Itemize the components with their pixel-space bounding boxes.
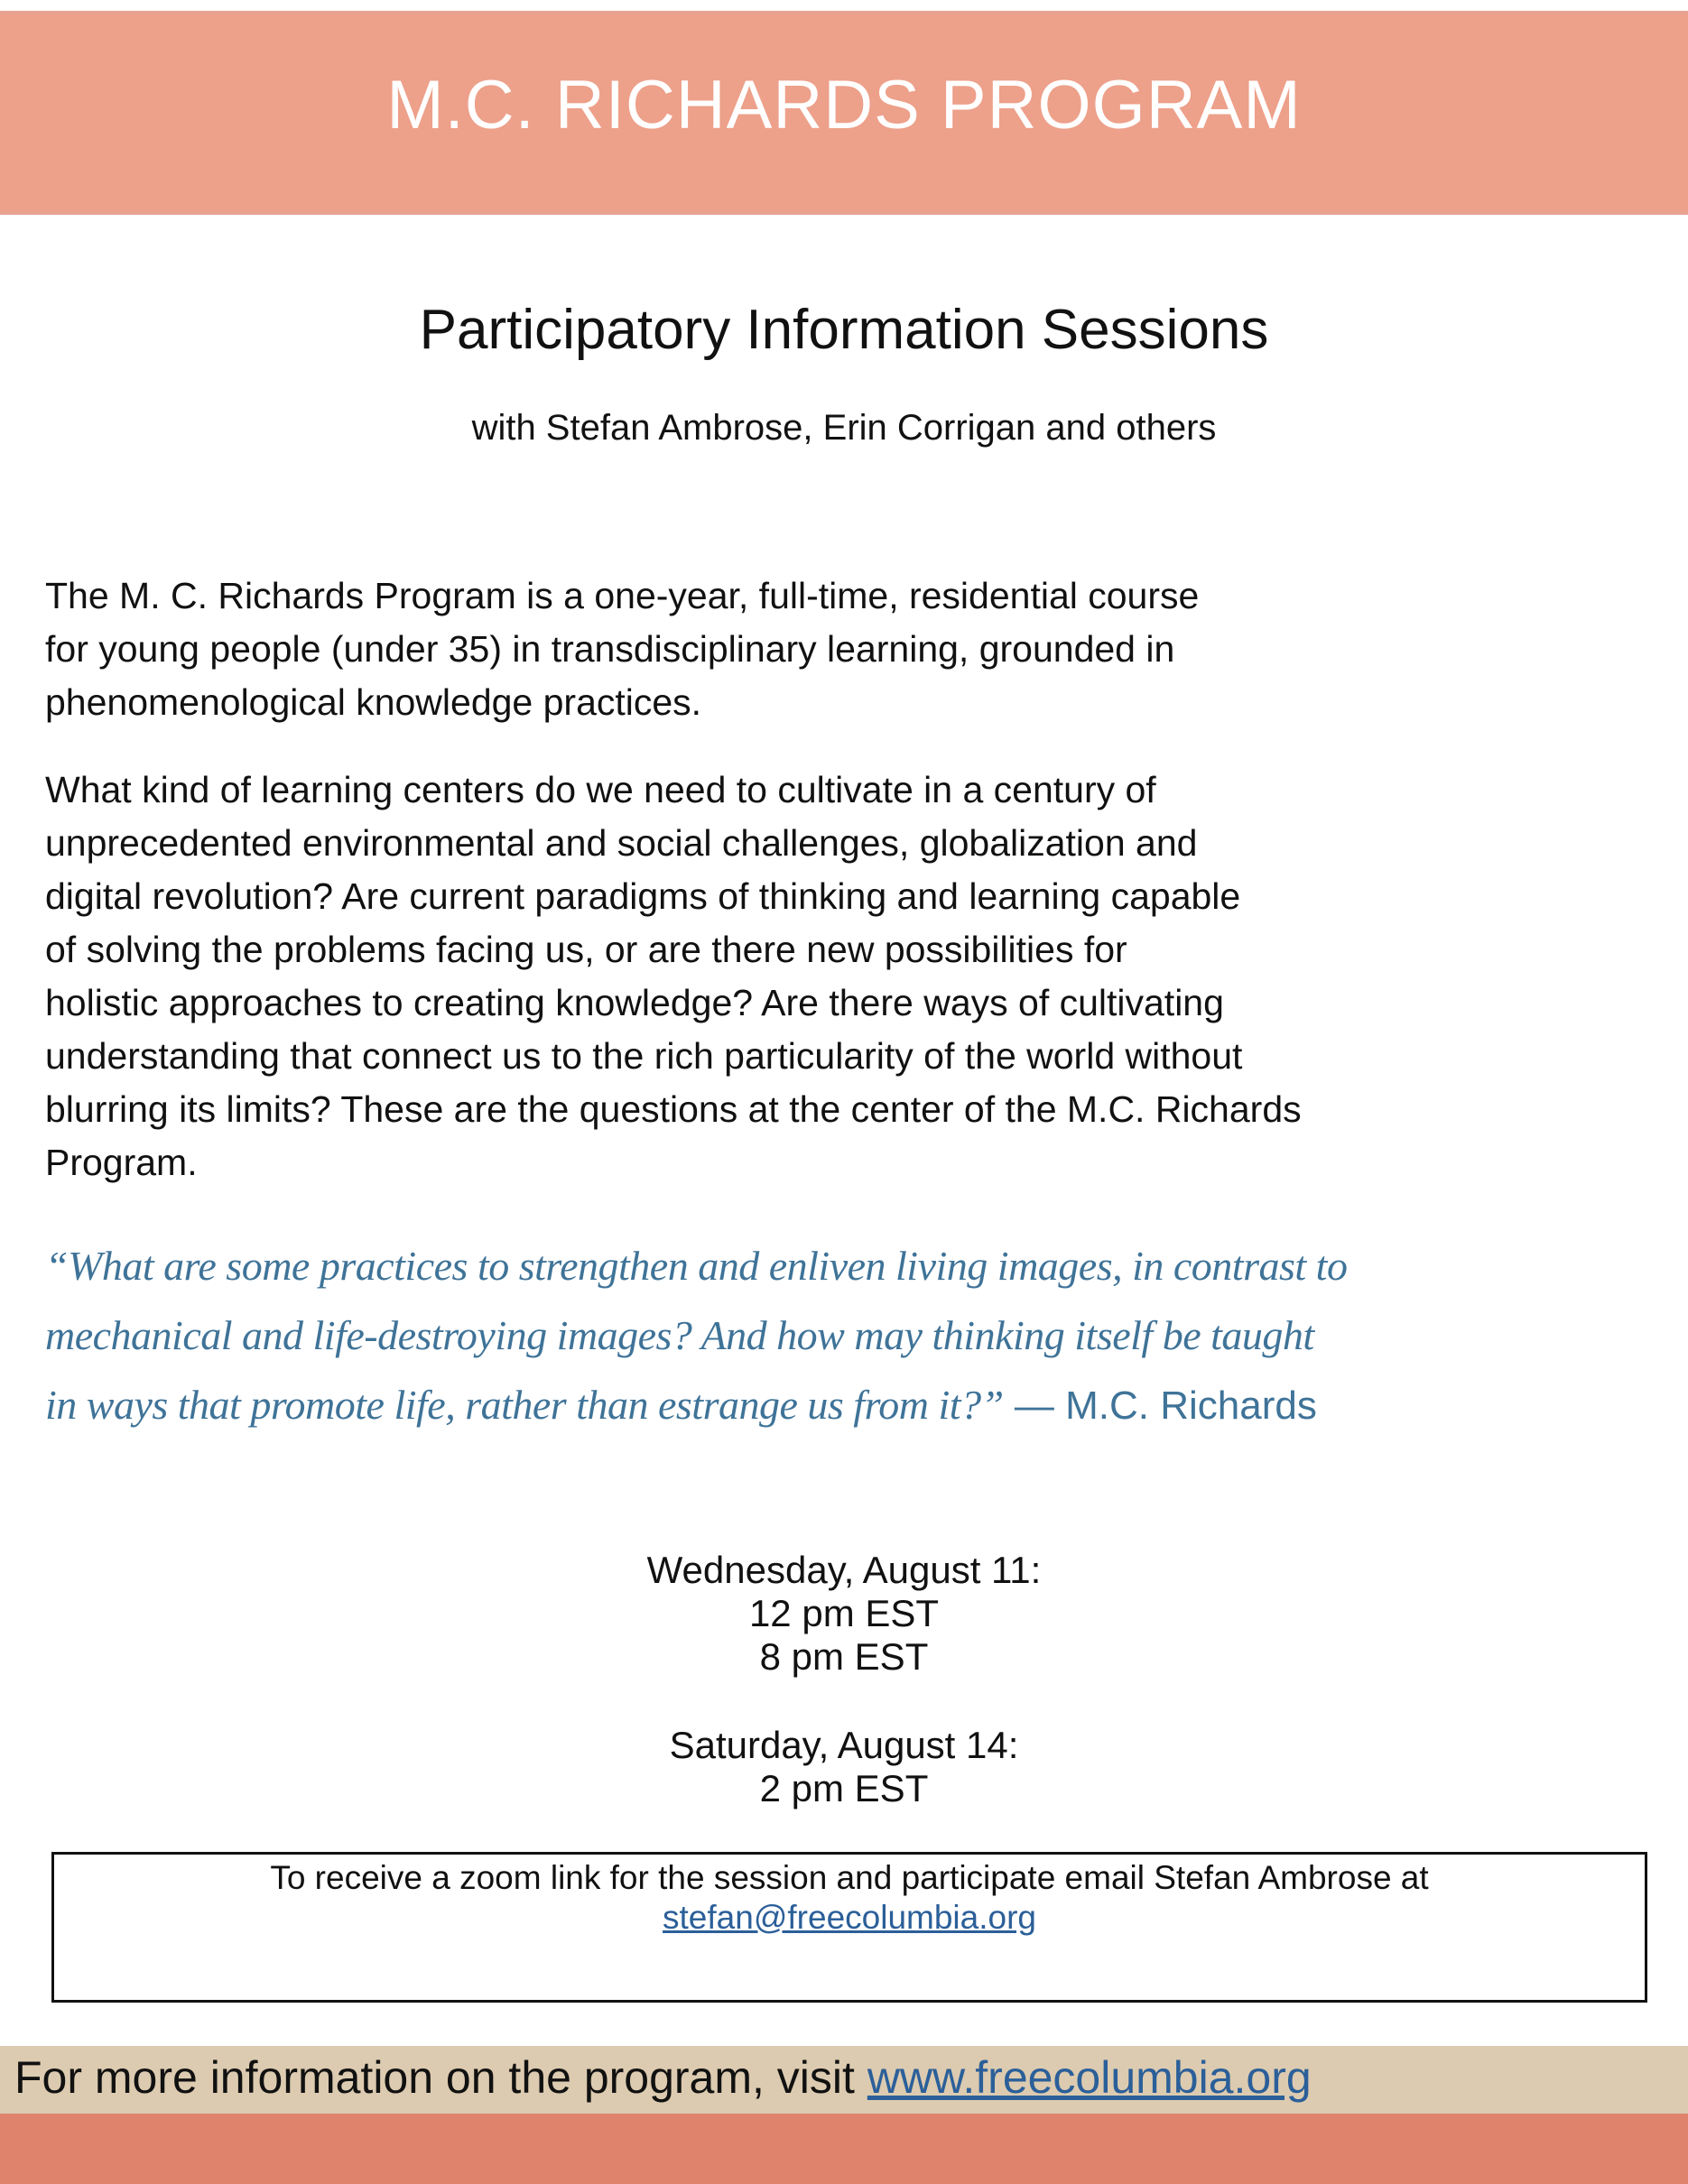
quote-line: in ways that promote life, rather than estrange us from it?”	[45, 1382, 1004, 1428]
text-line: The M. C. Richards Program is a one-year, full-time, residential course	[45, 575, 1200, 616]
schedule-time: 8 pm EST	[759, 1635, 929, 1678]
schedule-day-label: Wednesday, August 11:	[646, 1549, 1042, 1591]
quote-line: “What are some practices to strengthen and enliven living images, in contrast to	[45, 1243, 1348, 1289]
email-link[interactable]: stefan@freecolumbia.org	[663, 1899, 1036, 1936]
text-line: understanding that connect us to the rich particularity of the world without	[45, 1035, 1243, 1077]
signup-box	[51, 1852, 1647, 2003]
signup-text: To receive a zoom link for the session and participate email Stefan Ambrose at	[270, 1859, 1429, 1896]
schedule-time: 2 pm EST	[759, 1767, 929, 1809]
text-line: What kind of learning centers do we need to cultivate in a century of	[45, 769, 1156, 810]
text-line: holistic approaches to creating knowledge? Are there ways of cultivating	[45, 982, 1224, 1023]
program-title: M.C. RICHARDS PROGRAM	[386, 67, 1302, 143]
text-line: for young people (under 35) in transdisciplinary learning, grounded in	[45, 628, 1175, 670]
schedule-day-label: Saturday, August 14:	[669, 1724, 1019, 1766]
text-line: digital revolution? Are current paradigms of thinking and learning capable	[45, 875, 1241, 917]
text-line: blurring its limits? These are the questions at the center of the M.C. Richards	[45, 1088, 1302, 1130]
text-line: of solving the problems facing us, or are there new possibilities for	[45, 929, 1127, 970]
header-banner	[0, 11, 1688, 215]
footer-band	[0, 2046, 1688, 2114]
quote-line: mechanical and life-destroying images? And how may thinking itself be taught	[45, 1312, 1314, 1358]
website-link[interactable]: www.freecolumbia.org	[867, 2052, 1312, 2103]
footer-label: For more information on the program, visit	[14, 2052, 867, 2103]
schedule-day	[0, 1724, 1688, 1810]
intro-paragraph	[45, 569, 1661, 729]
text-line: unprecedented environmental and social challenges, globalization and	[45, 822, 1198, 864]
quote-block	[45, 1231, 1661, 1440]
event-title: Participatory Information Sessions	[419, 299, 1269, 361]
quote-attribution: — M.C. Richards	[1003, 1384, 1317, 1428]
text-line: Program.	[45, 1142, 198, 1183]
event-subtitle: with Stefan Ambrose, Erin Corrigan and others	[471, 408, 1217, 448]
questions-paragraph	[45, 763, 1661, 1189]
text-line: phenomenological knowledge practices.	[45, 681, 702, 723]
bottom-band	[0, 2114, 1688, 2184]
quote-line-last	[45, 1370, 1661, 1440]
footer-text	[14, 2051, 1312, 2104]
schedule-time: 12 pm EST	[748, 1592, 940, 1634]
schedule-day	[0, 1549, 1688, 1679]
